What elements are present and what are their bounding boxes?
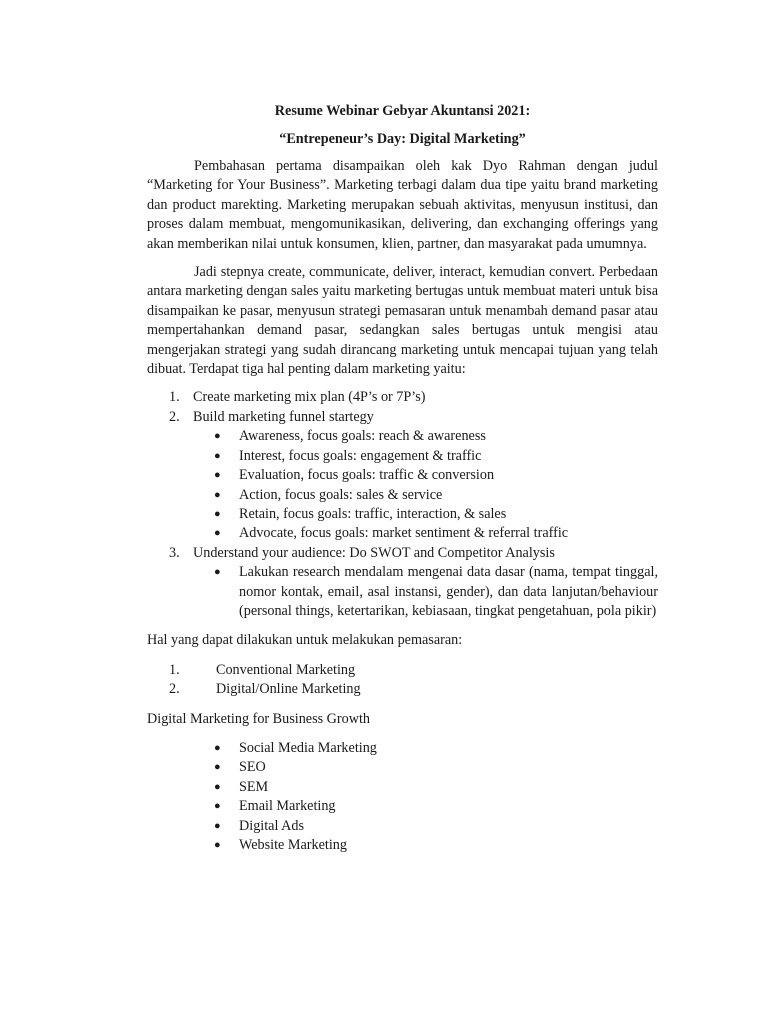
marketing-ways-list (147, 661, 658, 700)
item-text: Digital Ads (239, 817, 305, 834)
bullet-icon: ● (214, 761, 221, 774)
bullet-icon: ● (214, 566, 221, 579)
item-text: SEM (239, 778, 269, 795)
marketing-way-item (147, 661, 658, 680)
audience-bullet-item (147, 563, 658, 621)
bullet-text: Advocate, focus goals: market sentiment & referral traffic (239, 525, 569, 542)
paragraph-intro: Pembahasan pertama disampaikan oleh kak Dyo Rahman dengan judul “Marketing for Your Business”. Marketing terbagi dalam dua tipe yaitu brand marketing dan product marekting. Marketing merupakan sebuah aktivitas, menyusun institusi, dan proses dalam membuat, mengomunikasikan, delivering, dan exchanging offerings yang akan memberikan nilai untuk konsumen, klien, partner, dan masyarakat pada umumnya. (147, 158, 658, 252)
bullet-icon: ● (214, 469, 221, 482)
bullet-text: Evaluation, focus goals: traffic & conversion (239, 467, 495, 484)
bullet-text: Lakukan research mendalam mengenai data dasar (nama, tempat tinggal, nomor kontak, email, asal instansi, gender), dan data lanjutan/behaviour (personal things, ketertarikan, kebiasaan, tingkat pengetahuan, pola pikir) (239, 564, 658, 619)
bullet-icon: ● (214, 527, 221, 540)
funnel-bullet-item (147, 427, 658, 446)
bullet-icon: ● (214, 430, 221, 443)
bullet-icon: ● (214, 741, 221, 754)
item-text: Social Media Marketing (239, 739, 377, 756)
marketing-steps-list (147, 388, 658, 427)
bullet-icon: ● (214, 839, 221, 851)
bullet-text: Awareness, focus goals: reach & awareness (239, 428, 486, 445)
bullet-text: Interest, focus goals: engagement & traffic (239, 447, 482, 464)
item-text: Conventional Marketing (216, 661, 356, 678)
bullet-text: Action, focus goals: sales & service (239, 486, 443, 503)
bullet-icon: ● (214, 507, 221, 520)
step-number: 3. (169, 544, 180, 561)
item-text: Email Marketing (239, 798, 336, 815)
step-number: 2. (169, 408, 180, 425)
document-subtitle: “Entrepeneur’s Day: Digital Marketing” (279, 131, 526, 147)
growth-item (147, 739, 658, 758)
growth-item (147, 758, 658, 777)
step-item (147, 388, 658, 407)
funnel-bullet-item (147, 505, 658, 524)
item-number: 2. (169, 681, 180, 698)
step-item (147, 544, 658, 563)
item-number: 1. (169, 661, 180, 678)
step-text: Understand your audience: Do SWOT and Competitor Analysis (193, 544, 555, 561)
funnel-bullet-item (147, 466, 658, 485)
growth-list (147, 739, 658, 855)
funnel-bullet-item (147, 524, 658, 543)
bullet-icon: ● (214, 800, 221, 813)
step-text: Create marketing mix plan (4P’s or 7P’s) (193, 389, 426, 406)
funnel-bullet-list (147, 427, 658, 543)
growth-item (147, 797, 658, 816)
audience-bullet-list (147, 563, 658, 621)
bullet-icon: ● (214, 780, 221, 793)
bullet-icon: ● (214, 819, 221, 832)
paragraph-steps: Jadi stepnya create, communicate, deliver, interact, kemudian convert. Perbedaan antara marketing dengan sales yaitu marketing bertugas untuk membuat materi untuk bisa disampaikan ke pasar, menyusun strategi pemasaran untuk menambah demand pasar atau mempertahankan demand pasar, sedangkan sales bertugas untuk mengisi atau mengerjakan strategi yang sudah dirancang marketing untuk mencapai tujuan yang telah dibuat. Terdapat tiga hal penting dalam marketing yaitu: (147, 264, 658, 378)
growth-item (147, 836, 658, 855)
marketing-steps-list-cont (147, 544, 658, 563)
step-number: 1. (169, 389, 180, 406)
step-text: Build marketing funnel startegy (193, 408, 374, 425)
bullet-text: Retain, focus goals: traffic, interaction, & sales (239, 505, 507, 522)
bullet-icon: ● (214, 488, 221, 501)
funnel-bullet-item (147, 447, 658, 466)
marketing-way-item (147, 680, 658, 699)
growth-heading: Digital Marketing for Business Growth (147, 710, 371, 727)
document-title: Resume Webinar Gebyar Akuntansi 2021: (274, 103, 531, 119)
document-content (147, 100, 658, 855)
item-text: SEO (239, 759, 266, 776)
marketing-ways-heading: Hal yang dapat dilakukan untuk melakukan pemasaran: (147, 632, 463, 649)
item-text: Website Marketing (239, 837, 347, 853)
funnel-bullet-item (147, 486, 658, 505)
growth-item (147, 778, 658, 797)
item-text: Digital/Online Marketing (216, 681, 361, 698)
bullet-icon: ● (214, 449, 221, 462)
growth-item (147, 817, 658, 836)
step-item (147, 408, 658, 427)
